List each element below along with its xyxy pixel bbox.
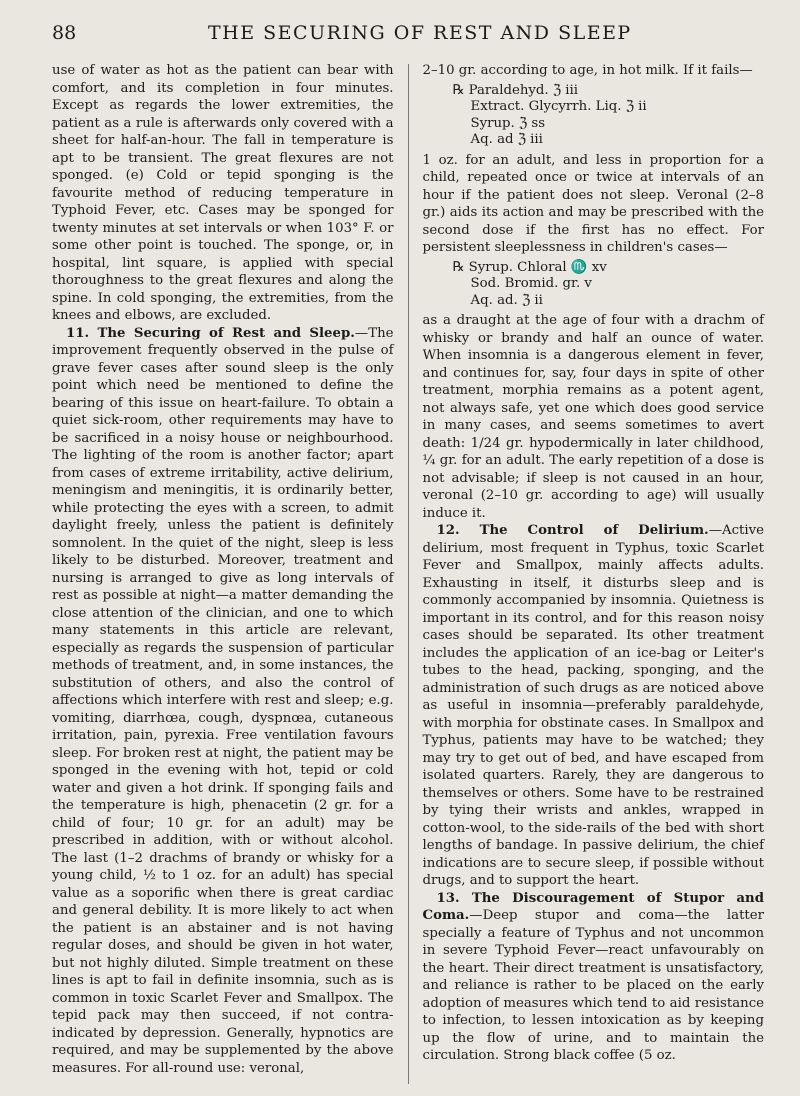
prescription-1 bbox=[453, 83, 765, 149]
paragraph: 1 oz. for an adult, and less in proportion for a child, repeated once or twice at intervals of an hour if the patient does not sleep. Veronal (2–8 gr.) aids its action and may be prescribed with the second dose if the first has no effect. For persistent sleeplessness in children's cases— bbox=[422, 152, 765, 255]
section-text: —The improvement frequently observed in the pulse of grave fever cases after sound sleep is the only point which need be mentioned to define the bearing of this issue on heart-failure. To obtain a quiet sick-room, other requirements may have to be sacrificed in a noisy house or neighbourhood. The lighting of the room is another factor; apart from cases of extreme irritability, active delirium, meningism and meningitis, it is ordinarily better, while protecting the eyes with a screen, to admit daylight freely, unless the patient is definitely somnolent. In the quiet of the night, sleep is less likely to be disturbed. Moreover, treatment and nursing is arranged to give as long intervals of rest as possible at night—a matter demanding the close attention of the clinician, and one to which many statements in this article are relevant, especially as regards the suspension of particular methods of treatment, and, in some instances, the substitution of others, and also the control of affections which interfere with rest and sleep; e.g. vomiting, diarrhœa, cough, dyspnœa, cutaneous irritation, pain, pyrexia. Free ventilation favours sleep. For broken rest at night, the patient may be sponged in the evening with hot, tepid or cold water and given a hot drink. If sponging fails and the temperature is high, phenacetin (2 gr. for a child of four; 10 gr. for an adult) may be prescribed in addition, with or without alcohol. The last (1–2 drachms of brandy or whisky for a young child, ½ to 1 oz. for an adult) has special value as a soporific when there is great cardiac and general debility. It is more likely to act when the patient is an abstainer and is not having regular doses, and should be given in hot water, but not highly diluted. Simple treatment on these lines is apt to fail in definite insomnia, such as is common in toxic Scarlet Fever and Smallpox. The tepid pack may then succeed, if not contra-indicated by depression. Generally, hypnotics are required, and may be supplemented by the above measures. For all-round use: veronal, bbox=[52, 325, 394, 1076]
right-column bbox=[423, 62, 765, 1084]
section-11 bbox=[52, 325, 394, 1078]
rx-line: Sod. Bromid. gr. v bbox=[470, 276, 592, 291]
section-heading: 13. The Discouragement of Stupor and Coma. bbox=[422, 890, 765, 923]
running-head: THE SECURING OF REST AND SLEEP bbox=[208, 22, 632, 44]
column-divider bbox=[408, 64, 409, 1084]
section-text: —Deep stupor and coma—the latter specially a feature of Typhus and not uncommon in severe Typhoid Fever—react unfavourably on the heart. Their direct treatment is unsatisfactory, and reliance is rather to be placed on the early adoption of measures which tend to aid resistance to infection, to lessen intoxication as by keeping up the flow of urine, and to maintain the circulation. Strong black coffee (5 oz. bbox=[422, 908, 765, 1063]
section-heading: 11. The Securing of Rest and Sleep. bbox=[66, 325, 355, 341]
paragraph: use of water as hot as the patient can bear with comfort, and its completion in four minutes. Except as regards the lower extremities, the patient as a rule is afterwards only covered with a sheet for half-an-hour. The fall in temperature is apt to be transient. The great flexures are not sponged. (e) Cold or tepid sponging is the favourite method of reducing temperature in Typhoid Fever, etc. Cases may be sponged for twenty minutes at set intervals or when 103° F. or some other point is touched. The sponge, or, in hospital, lint square, is applied with special thoroughness to the great flexures and along the spine. In cold sponging, the extremities, from the knees and elbows, are excluded. bbox=[52, 63, 394, 323]
rx-line: Aq. ad. ℨ ii bbox=[470, 292, 543, 308]
rx-line: ℞ Syrup. Chloral ♏ xv bbox=[452, 259, 607, 275]
text-columns bbox=[52, 62, 764, 1084]
page-header bbox=[52, 22, 764, 44]
paragraph: 2–10 gr. according to age, in hot milk. If it fails— bbox=[422, 63, 753, 78]
rx-line: ℞ Paraldehyd. ℨ iii bbox=[452, 82, 579, 98]
section-heading: 12. The Control of Delirium. bbox=[436, 523, 709, 538]
left-column bbox=[52, 62, 394, 1084]
rx-line: Extract. Glycyrrh. Liq. ℨ ii bbox=[470, 99, 647, 114]
paragraph: as a draught at the age of four with a drachm of whisky or brandy and half an ounce of water. When insomnia is a dangerous element in fever, and continues for, say, four days in spite of other treatment, morphia remains as a potent agent, not always safe, yet one which does good service in many cases, and seems sometimes to avert death: 1/24 gr. hypodermically in later childhood, ¼ gr. for an adult. The early repetition of a dose is not advisable; if sleep is not caused in an hour, veronal (2–10 gr. according to age) will usually induce it. bbox=[422, 313, 765, 521]
prescription-2 bbox=[453, 260, 765, 310]
rx-line: Aq. ad ℨ iii bbox=[470, 132, 543, 147]
rx-line: Syrup. ℨ ss bbox=[470, 115, 546, 131]
page-number: 88 bbox=[52, 22, 77, 44]
section-12 bbox=[423, 522, 765, 890]
section-text: —Active delirium, most frequent in Typhus, toxic Scarlet Fever and Smallpox, mainly affects adults. Exhausting in itself, it disturbs sleep and is commonly accompanied by insomnia. Quietness is important in its control, and for this reason noisy cases should be separated. Its other treatment includes the application of an ice-bag or Leiter's tubes to the head, packing, sponging, and the administration of such drugs as are noticed above as useful in insomnia—preferably paraldehyde, with morphia for obstinate cases. In Smallpox and Typhus, patients may have to be watched; they may try to get out of bed, and have escaped from isolated quarters. Rarely, they are dangerous to themselves or others. Some have to be restrained by tying their wrists and ankles, wrapped in cotton-wool, to the side-rails of the bed with short lengths of bandage. In passive delirium, the chief indications are to secure sleep, if possible without drugs, and to support the heart. bbox=[422, 523, 765, 888]
section-13 bbox=[423, 890, 765, 1065]
